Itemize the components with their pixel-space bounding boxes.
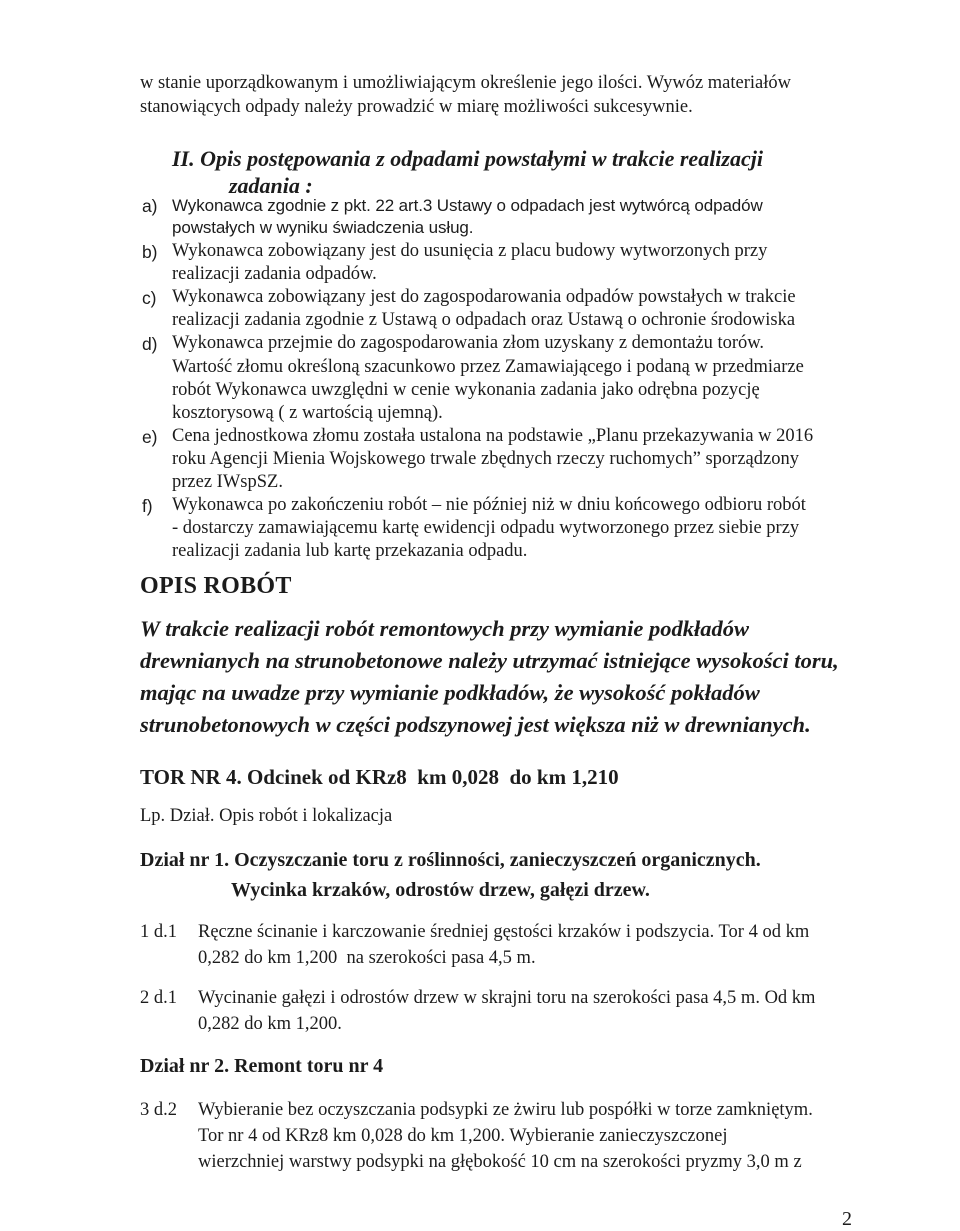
dzial-heading-cont: Wycinka krzaków, odrostów drzew, gałęzi drzew. — [231, 879, 650, 901]
dzial-heading: Dział nr 2. Remont toru nr 4 — [140, 1055, 384, 1077]
list-item-line: Wykonawca zobowiązany jest do zagospodarowania odpadów powstałych w trakcie — [172, 287, 796, 307]
list-item-line: realizacji zadania zgodnie z Ustawą o odpadach oraz Ustawą o ochronie środowiska — [172, 310, 796, 330]
list-item-line: realizacji zadania odpadów. — [172, 264, 377, 284]
opis-robot-heading: OPIS ROBÓT — [140, 573, 292, 599]
list-item-line: Wykonawca przejmie do zagospodarowania złom uzyskany z demontażu torów. — [172, 333, 765, 353]
list-marker: e) — [142, 427, 158, 447]
list-marker: d) — [142, 334, 158, 354]
section-heading-cont: zadania : — [229, 173, 313, 198]
list-marker: a) — [142, 196, 158, 216]
dzial-heading: Dział nr 1. Oczyszczanie toru z roślinności, zanieczyszczeń organicznych. — [140, 849, 761, 871]
note-line: mając na uwadze przy wymianie podkładów, że wysokość pokładów — [140, 680, 760, 705]
item-line: 0,282 do km 1,200 na szerokości pasa 4,5 m. — [198, 948, 536, 968]
item-line: Wybieranie bez oczyszczania podsypki ze żwiru lub pospółki w torze zamkniętym. — [198, 1100, 813, 1120]
item-line: Ręczne ścinanie i karczowanie średniej gęstości krzaków i podszycia. Tor 4 od km — [198, 922, 810, 942]
list-item-line: robót Wykonawca uwzględni w cenie wykonania zadania jako odrębna pozycję — [172, 380, 760, 400]
item-lp: 2 d.1 — [140, 988, 177, 1008]
columns-label: Lp. Dział. Opis robót i lokalizacja — [140, 806, 393, 826]
item-lp: 1 d.1 — [140, 922, 177, 942]
intro-line: w stanie uporządkowanym i umożliwiającym określenie jego ilości. Wywóz materiałów — [140, 73, 791, 93]
list-item-line: Cena jednostkowa złomu została ustalona na podstawie „Planu przekazywania w 2016 — [172, 426, 814, 446]
list-item-line: kosztorysową ( z wartością ujemną). — [172, 403, 443, 423]
list-marker: b) — [142, 242, 158, 262]
note-line: W trakcie realizacji robót remontowych przy wymianie podkładów — [140, 616, 749, 641]
list-marker: f) — [142, 496, 153, 516]
note-line: drewnianych na strunobetonowe należy utrzymać istniejące wysokości toru, — [140, 648, 839, 673]
item-line: Tor nr 4 od KRz8 km 0,028 do km 1,200. Wybieranie zanieczyszczonej — [198, 1126, 728, 1146]
page-number: 2 — [842, 1208, 852, 1230]
list-item-line: przez IWspSZ. — [172, 472, 283, 492]
tor-heading: TOR NR 4. Odcinek od KRz8 km 0,028 do km 1,210 — [140, 765, 619, 789]
item-lp: 3 d.2 — [140, 1100, 177, 1120]
intro-line: stanowiących odpady należy prowadzić w miarę możliwości sukcesywnie. — [140, 97, 693, 117]
list-marker: c) — [142, 288, 157, 308]
item-line: Wycinanie gałęzi i odrostów drzew w skrajni toru na szerokości pasa 4,5 m. Od km — [198, 988, 816, 1008]
list-item-line: - dostarczy zamawiającemu kartę ewidencji odpadu wytworzonego przez siebie przy — [172, 518, 800, 538]
list-item-line: Wykonawca zobowiązany jest do usunięcia z placu budowy wytworzonych przy — [172, 241, 768, 261]
section-heading: II. Opis postępowania z odpadami powstałymi w trakcie realizacji — [172, 146, 763, 171]
list-item-line: powstałych w wyniku świadczenia usług. — [172, 218, 474, 237]
note-line: strunobetonowych w części podszynowej jest większa niż w drewnianych. — [140, 712, 811, 737]
item-line: wierzchniej warstwy podsypki na głębokość 10 cm na szerokości pryzmy 3,0 m z — [198, 1152, 802, 1172]
list-item-line: roku Agencji Mienia Wojskowego trwale zbędnych rzeczy ruchomych” sporządzony — [172, 449, 799, 469]
list-item-line: Wykonawca zgodnie z pkt. 22 art.3 Ustawy o odpadach jest wytwórcą odpadów — [172, 196, 763, 215]
list-item-line: Wartość złomu określoną szacunkowo przez Zamawiającego i podaną w przedmiarze — [172, 357, 804, 377]
list-item-line: realizacji zadania lub kartę przekazania odpadu. — [172, 541, 528, 561]
item-line: 0,282 do km 1,200. — [198, 1014, 342, 1034]
list-item-line: Wykonawca po zakończeniu robót – nie później niż w dniu końcowego odbioru robót — [172, 495, 806, 515]
